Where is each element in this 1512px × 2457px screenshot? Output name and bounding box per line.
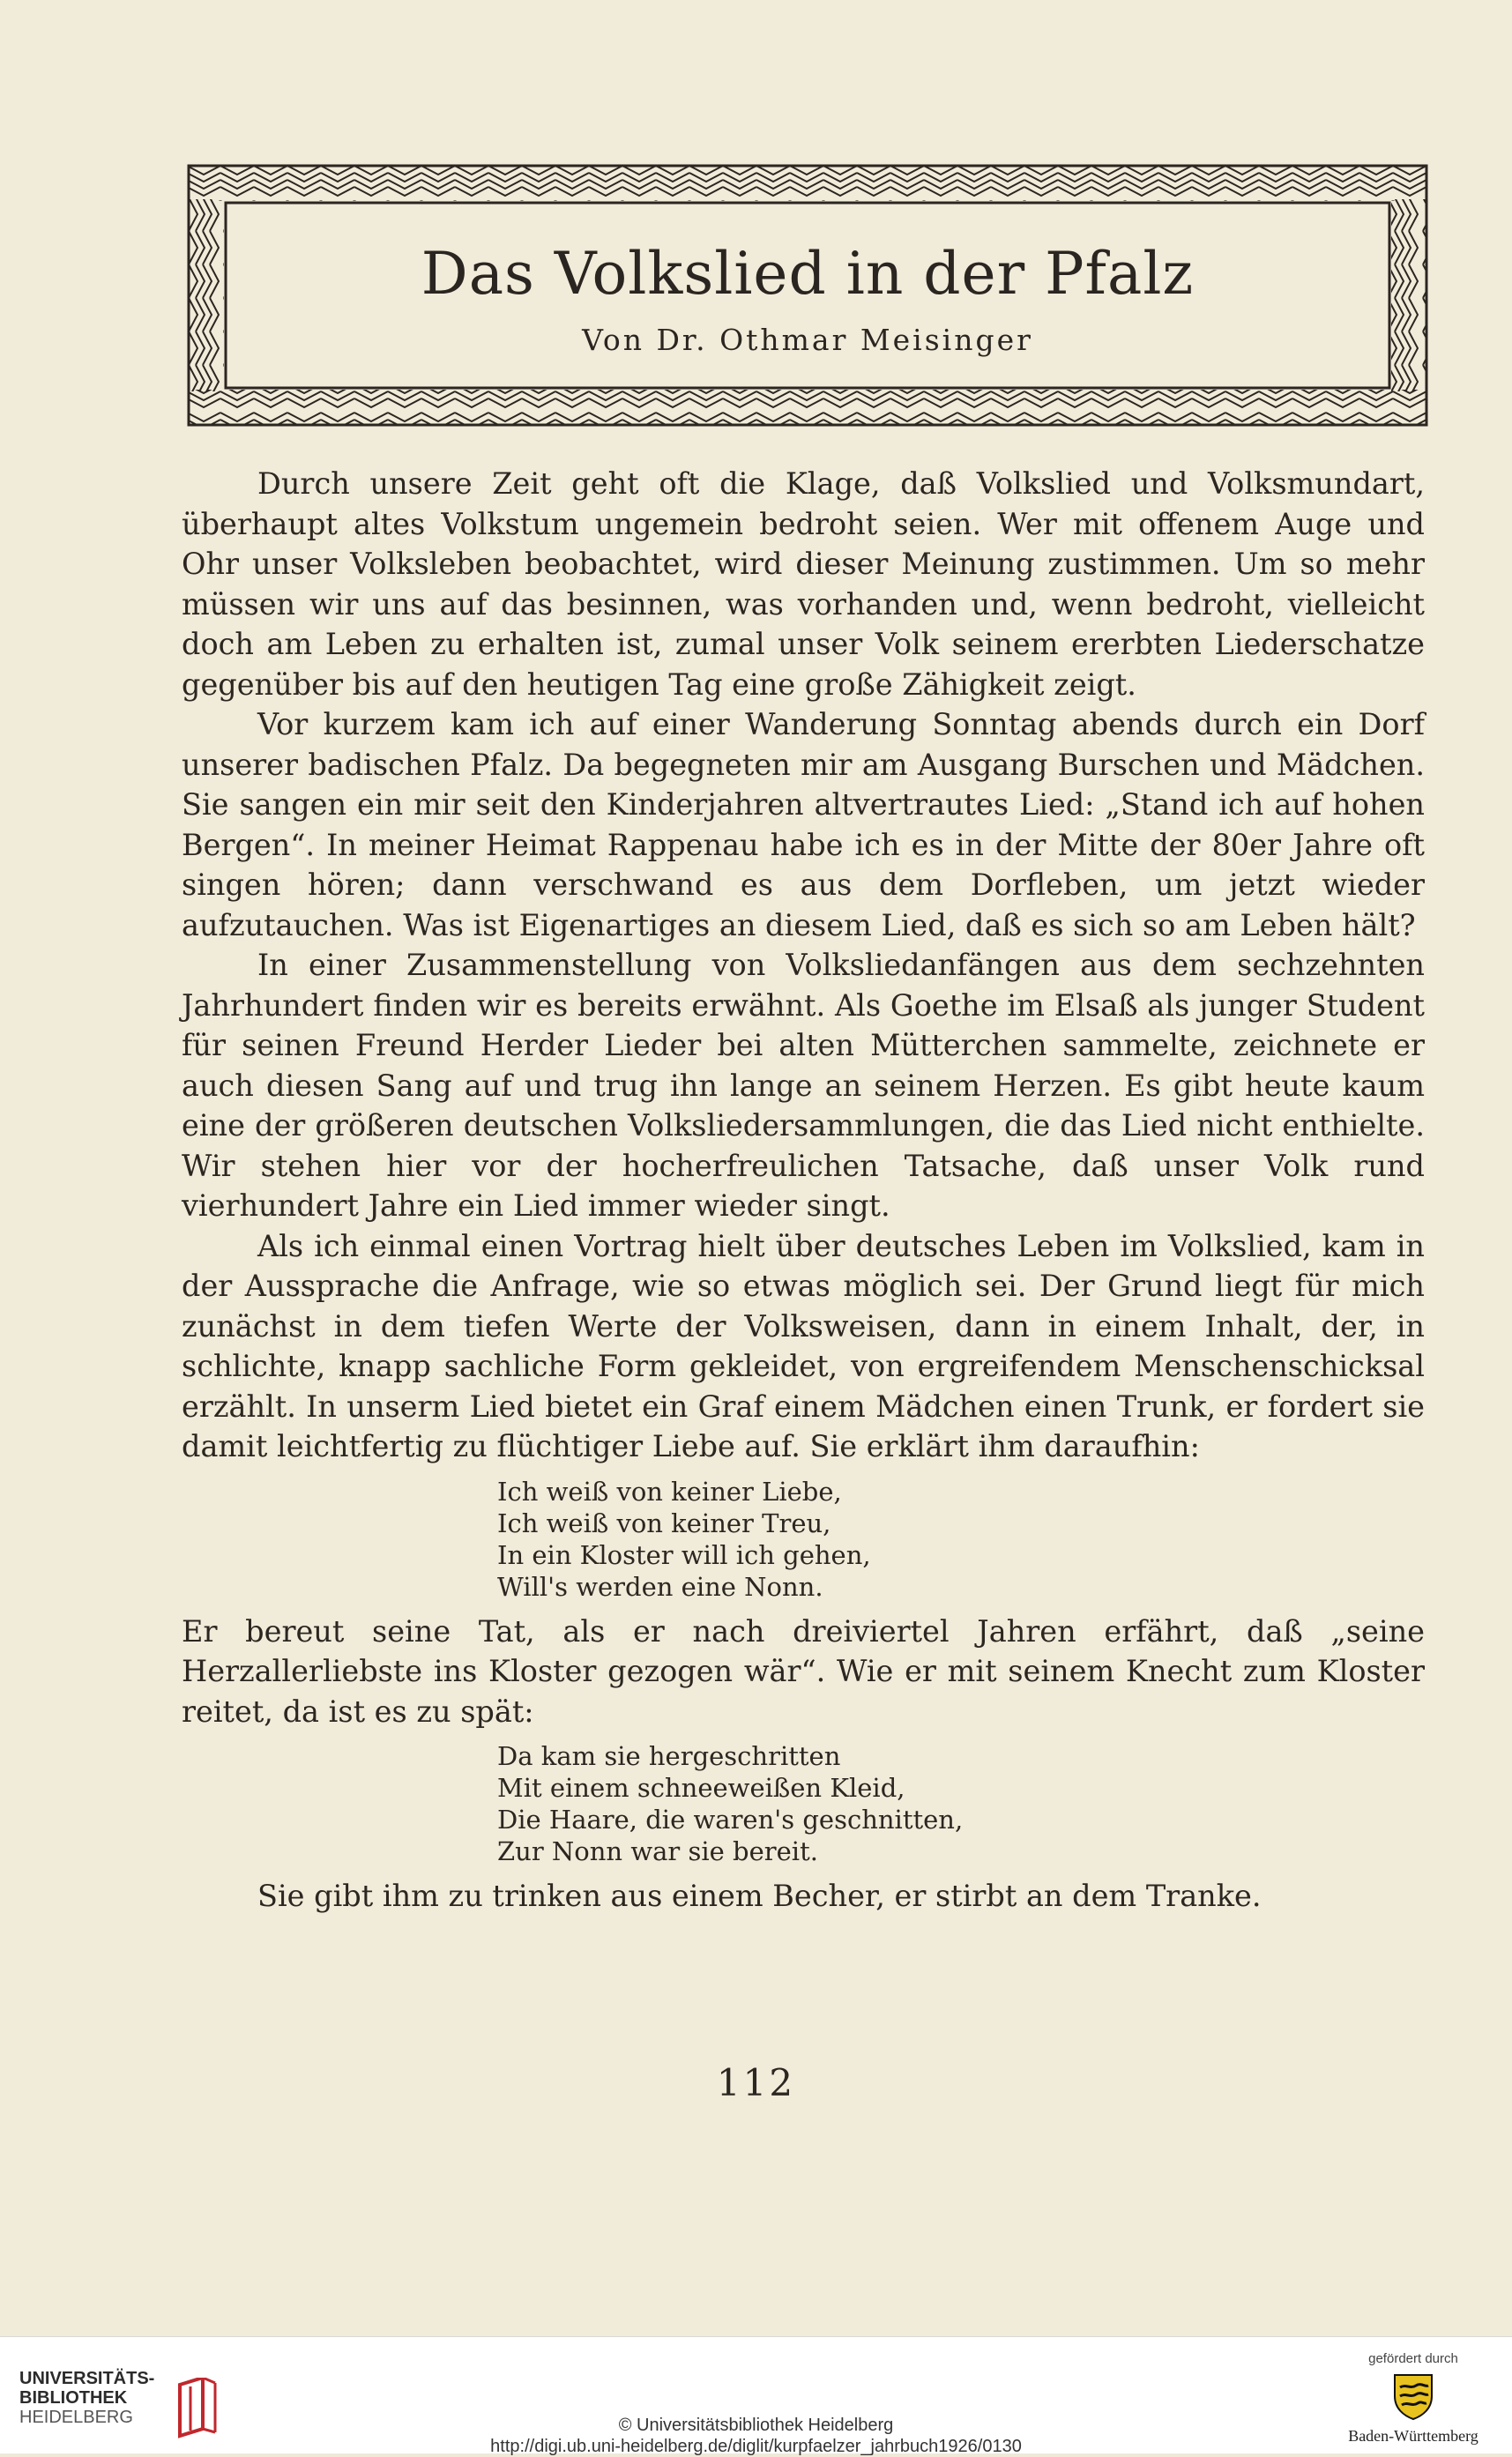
verse-line: Ich weiß von keiner Treu, [497,1508,831,1538]
paragraph: In einer Zusammenstellung von Volksliedanfängen aus dem sechzehnten Jahrhundert finden wir es bereits erwähnt. Als Goethe im Elsaß als junger Student für seinen Freund Herder Lieder bei alten Mütterchen sammelte, zeichnete er auch diesen Sang auf und trug ihn lange an seinem Herzen. Es gibt heute kaum eine der größeren deutschen Volksliedersammlungen, die das Lied nicht enthielte. Wir stehen hier vor der hocherfreulichen Tatsache, daß unser Volk rund vierhundert Jahre ein Lied immer wieder singt. [182,948,1425,1223]
verse-stanza [497,1740,1425,1867]
library-name-line: HEIDELBERG [19,2408,133,2427]
title-box [187,164,1428,428]
article-body [182,464,1425,1917]
sponsor-label: gefördert durch [1368,2351,1458,2366]
paragraph: Er bereut seine Tat, als er nach dreiviertel Jahren erfährt, daß „seine Herzallerliebste ins Kloster gezogen wär“. Wie er mit seinem Knecht zum Kloster reitet, da ist es zu spät: [182,1613,1425,1729]
copyright-notice [0,2415,1512,2457]
sponsor-block[interactable] [1330,2351,1497,2446]
verse-line: Ich weiß von keiner Liebe, [497,1476,842,1507]
verse-line: Da kam sie hergeschritten [497,1741,841,1771]
library-name-line: BIBLIOTHEK [19,2388,128,2408]
article-title: Das Volkslied in der Pfalz [421,240,1195,308]
page-number: 112 [716,2061,796,2104]
paragraph: Durch unsere Zeit geht oft die Klage, daß Volkslied und Volksmundart, überhaupt altes Volkstum ungemein bedroht seien. Wer mit offenem Auge und Ohr unser Volksleben beobachtet, wird dieser Meinung zustimmen. Um so mehr müssen wir uns auf das besinnen, was vorhanden und, wenn bedroht, vielleicht doch am Leben zu erhalten ist, zumal unser Volk seinem ererbten Liederschatze gegenüber bis auf den heutigen Tag eine große Zähigkeit zeigt. [182,466,1425,702]
author-line: Von Dr. Othmar Meisinger [582,323,1033,357]
paragraph: Sie gibt ihm zu trinken aus einem Becher, er stirbt an dem Tranke. [257,1879,1262,1913]
sponsor-name: Baden-Württemberg [1348,2427,1478,2445]
paragraph: Als ich einmal einen Vortrag hielt über deutsches Leben im Volkslied, kam in der Aussprache die Anfrage, wie so etwas möglich sei. Der Grund liegt für mich zunächst in dem tiefen Werte der Volksweisen, dann in einem Inhalt, der, in schlichte, knapp sachliche Form gekleidet, von ergreifendem Menschenschicksal erzählt. In unserm Lied bietet ein Graf einem Mädchen einen Trunk, er fordert sie damit leichtfertig zu flüchtiger Liebe auf. Sie erklärt ihm daraufhin: [182,1228,1425,1463]
verse-line: In ein Kloster will ich gehen, [497,1539,871,1570]
verse-stanza [497,1476,1425,1603]
verse-line: Will's werden eine Nonn. [497,1571,823,1602]
verse-line: Mit einem schneeweißen Kleid, [497,1773,905,1803]
copyright-text: © Universitätsbibliothek Heidelberg [618,2416,894,2435]
permalink[interactable]: http://digi.ub.uni-heidelberg.de/diglit/kurpfaelzer_jahrbuch1926/0130 [490,2437,1022,2456]
library-name-line: UNIVERSITÄTS- [19,2369,155,2388]
verse-line: Zur Nonn war sie bereit. [497,1836,818,1866]
viewer-footer [0,2336,1512,2456]
baden-wuerttemberg-crest-icon [1391,2371,1435,2421]
verse-line: Die Haare, die waren's geschnitten, [497,1805,964,1835]
paragraph: Vor kurzem kam ich auf einer Wanderung Sonntag abends durch ein Dorf unserer badischen Pfalz. Da begegneten mir am Ausgang Burschen und Mädchen. Sie sangen ein mir seit den Kinderjahren altvertrautes Lied: „Stand ich auf hohen Bergen“. In meiner Heimat Rappenau habe ich es in der Mitte der 80er Jahre oft singen hören; dann verschwand es aus dem Dorfleben, um jetzt wieder aufzutauchen. Was ist Eigenartiges an diesem Lied, daß es sich so am Leben hält? [182,707,1425,942]
